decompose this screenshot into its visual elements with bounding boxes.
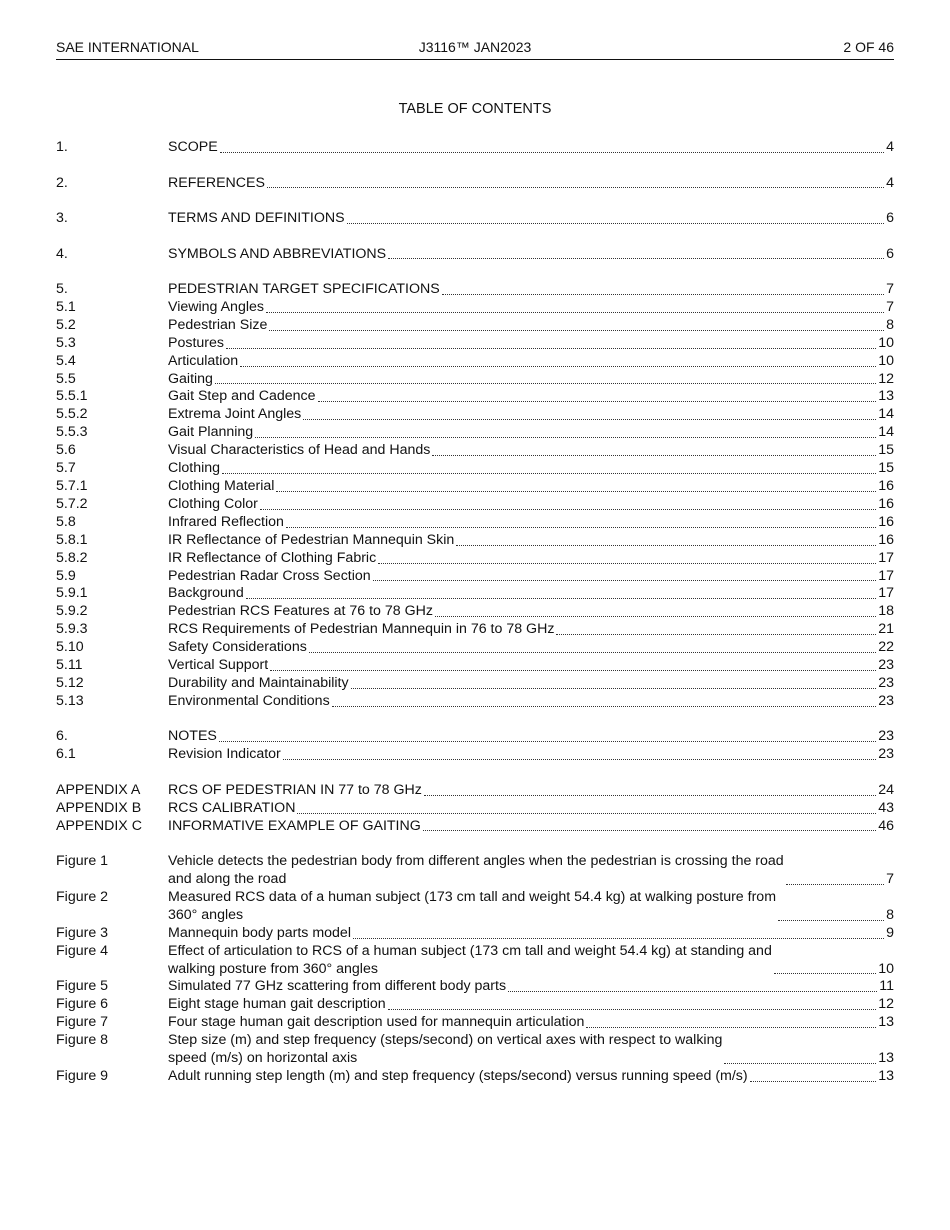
toc-entry-title: SCOPE xyxy=(168,139,218,155)
toc-entry-body xyxy=(168,1032,894,1068)
toc-entry-body xyxy=(168,496,894,514)
toc-entry-body xyxy=(168,782,894,800)
dot-leader xyxy=(556,633,876,635)
toc-entry-number: Figure 9 xyxy=(56,1067,109,1084)
toc-entry[interactable] xyxy=(56,175,894,193)
toc-entry-title: Postures xyxy=(168,334,224,351)
toc-entry-body xyxy=(168,139,894,157)
toc-entry-number: 5.4 xyxy=(56,352,76,369)
toc-entry-page: 43 xyxy=(878,799,894,816)
toc-entry-number: 5.9.3 xyxy=(56,621,88,638)
toc-entry-title: Background xyxy=(168,585,244,602)
dot-leader xyxy=(246,597,877,599)
toc-entry[interactable] xyxy=(56,675,894,693)
toc-entry-page: 13 xyxy=(878,1067,894,1084)
toc-entry-number: 5.2 xyxy=(56,316,76,333)
toc-entry[interactable] xyxy=(56,1068,894,1086)
toc-entry[interactable] xyxy=(56,388,894,406)
toc-entry-number: 5.8 xyxy=(56,513,76,530)
toc-entry-page: 10 xyxy=(878,334,894,351)
toc-entry-title-line2: and along the road xyxy=(168,870,287,887)
toc-entry-title: Four stage human gait description used for mannequin articulation xyxy=(168,1014,585,1031)
toc-entry[interactable] xyxy=(56,460,894,478)
toc-entry-title: Clothing Color xyxy=(168,495,258,512)
toc-entry-title: Adult running step length (m) and step frequency (steps/second) versus running speed (m/s) xyxy=(168,1067,748,1084)
toc-entry[interactable] xyxy=(56,514,894,532)
toc-entry-title: Mannequin body parts model xyxy=(168,924,351,941)
dot-leader xyxy=(255,436,876,438)
toc-entry[interactable] xyxy=(56,406,894,424)
header-organization: SAE INTERNATIONAL xyxy=(56,39,199,55)
toc-entry-title: Articulation xyxy=(168,352,239,369)
toc-entry-number: 5.3 xyxy=(56,334,76,351)
toc-entry-body xyxy=(168,388,894,406)
dot-leader xyxy=(260,508,876,510)
toc-entry-number: 3. xyxy=(56,210,68,226)
toc-entry[interactable] xyxy=(56,603,894,621)
toc-entry-body xyxy=(168,800,894,818)
toc-entry-title: Extrema Joint Angles xyxy=(168,406,302,423)
toc-entry-page: 17 xyxy=(878,567,894,584)
toc-entry[interactable] xyxy=(56,424,894,442)
toc-entry[interactable] xyxy=(56,746,894,764)
dot-leader xyxy=(283,758,876,760)
toc-entry-title: IR Reflectance of Pedestrian Mannequin Skin xyxy=(168,531,455,548)
dot-leader xyxy=(442,293,884,295)
toc-entry-body xyxy=(168,568,894,586)
toc-entry-number: Figure 7 xyxy=(56,1014,109,1031)
toc-entry-body xyxy=(168,728,894,746)
toc-entry[interactable] xyxy=(56,371,894,389)
dot-leader xyxy=(508,990,877,992)
toc-entry-page: 24 xyxy=(878,781,894,798)
toc-entry-title: Gaiting xyxy=(168,370,213,387)
toc-entry-title: RCS CALIBRATION xyxy=(168,799,296,816)
toc-entry-number: Figure 1 xyxy=(56,853,109,870)
toc-entry-title: SYMBOLS AND ABBREVIATIONS xyxy=(168,245,387,262)
dot-leader xyxy=(388,1008,877,1010)
toc-entry-number: 5.6 xyxy=(56,442,76,459)
toc-entry[interactable] xyxy=(56,943,894,979)
toc-entry[interactable] xyxy=(56,621,894,639)
toc-entry-title-line2: speed (m/s) on horizontal axis xyxy=(168,1050,358,1067)
toc-entry-page: 22 xyxy=(878,639,894,656)
toc-entry-page: 21 xyxy=(878,621,894,638)
toc-entry-body xyxy=(168,442,894,460)
dot-leader xyxy=(286,526,876,528)
toc-entry-page: 18 xyxy=(878,603,894,620)
toc-entry-title: REFERENCES xyxy=(168,174,265,191)
toc-entry-number: 5.7.1 xyxy=(56,477,88,494)
toc-entry[interactable] xyxy=(56,210,894,228)
toc-entry-body xyxy=(168,299,894,317)
dot-leader xyxy=(750,1080,877,1082)
toc-entry[interactable] xyxy=(56,550,894,568)
toc-entry-body xyxy=(168,585,894,603)
toc-entry-page: 17 xyxy=(878,549,894,566)
toc-entry-page: 15 xyxy=(878,442,894,459)
toc-entry-body xyxy=(168,550,894,568)
toc-entry[interactable] xyxy=(56,496,894,514)
toc-entry[interactable] xyxy=(56,639,894,657)
toc-entry[interactable] xyxy=(56,335,894,353)
toc-entry[interactable] xyxy=(56,978,894,996)
toc-entry-body xyxy=(168,1068,894,1086)
toc-entry-title: Gait Planning xyxy=(168,424,254,441)
dot-leader xyxy=(266,311,884,313)
toc-entry[interactable] xyxy=(56,800,894,818)
toc-entry-title: Clothing xyxy=(168,460,221,477)
toc-entry[interactable] xyxy=(56,281,894,299)
header-page-number: 2 OF 46 xyxy=(843,39,894,55)
dot-leader xyxy=(222,472,876,474)
toc-entry-number: 5.9.1 xyxy=(56,585,88,602)
toc-entry-number: 4. xyxy=(56,245,68,262)
toc-entry-number: 5.12 xyxy=(56,674,84,691)
dot-leader xyxy=(351,687,877,689)
toc-entry-title-line2: walking posture from 360° angles xyxy=(168,960,378,977)
dot-leader xyxy=(220,151,884,153)
toc-entry-title: Pedestrian Radar Cross Section xyxy=(168,567,371,584)
toc-entry-page: 23 xyxy=(878,746,894,763)
toc-entry-title: NOTES xyxy=(168,728,217,745)
toc-entry-title xyxy=(168,1032,722,1068)
toc-entry-page: 13 xyxy=(878,1050,894,1067)
dot-leader xyxy=(432,454,876,456)
toc-entry-page: 16 xyxy=(878,477,894,494)
toc-entry-body xyxy=(168,406,894,424)
toc-entry-title: Eight stage human gait description xyxy=(168,996,386,1013)
dot-leader xyxy=(269,329,884,331)
toc-entry-body xyxy=(168,996,894,1014)
toc-entry[interactable] xyxy=(56,478,894,496)
toc-entry[interactable] xyxy=(56,693,894,711)
dot-leader xyxy=(378,562,876,564)
toc-entry-page: 23 xyxy=(878,692,894,709)
toc-entry-number: APPENDIX A xyxy=(56,781,141,798)
toc-entry-number: 5.13 xyxy=(56,692,84,709)
toc-entry-title: IR Reflectance of Clothing Fabric xyxy=(168,549,377,566)
toc-entry-page: 4 xyxy=(886,174,894,191)
dot-leader xyxy=(267,186,884,188)
toc-entry-body xyxy=(168,853,894,889)
toc-entry[interactable] xyxy=(56,1014,894,1032)
toc-entry-title-line1: Vehicle detects the pedestrian body from different angles when the pedestrian is crossing the road xyxy=(168,853,784,870)
toc-entry-number: 5.7.2 xyxy=(56,495,88,512)
toc-entry-page: 8 xyxy=(886,316,894,333)
toc-entry-number: Figure 3 xyxy=(56,924,109,941)
toc-entry-number: 2. xyxy=(56,174,68,191)
toc-entry-number: 5. xyxy=(56,281,68,297)
dot-leader xyxy=(353,937,884,939)
toc-entry-title: Simulated 77 GHz scattering from different body parts xyxy=(168,978,507,995)
toc-entry-title: Revision Indicator xyxy=(168,746,281,763)
dot-leader xyxy=(270,669,876,671)
toc-entry[interactable] xyxy=(56,889,894,925)
toc-entry-page: 7 xyxy=(886,281,894,297)
toc-entry-body xyxy=(168,317,894,335)
toc-entry-number: 5.8.2 xyxy=(56,549,88,566)
dot-leader xyxy=(240,365,876,367)
toc-entry-body xyxy=(168,675,894,693)
toc-entry-body xyxy=(168,978,894,996)
toc-entry[interactable] xyxy=(56,299,894,317)
toc-entry-page: 6 xyxy=(886,245,894,262)
toc-entry-number: 5.9 xyxy=(56,567,76,584)
dot-leader xyxy=(778,919,884,921)
toc-entry-body xyxy=(168,335,894,353)
toc-entry-page: 16 xyxy=(878,495,894,512)
toc-entry-page: 14 xyxy=(878,424,894,441)
toc-entry-body xyxy=(168,746,894,764)
toc-entry-number: 5.8.1 xyxy=(56,531,88,548)
toc-entry-number: 5.10 xyxy=(56,639,84,656)
toc-entry-body xyxy=(168,371,894,389)
toc-entry-body xyxy=(168,925,894,943)
toc-entry-title-line2: 360° angles xyxy=(168,906,244,923)
toc-entry-body xyxy=(168,693,894,711)
toc-entry-number: 1. xyxy=(56,139,68,155)
toc-entry-body xyxy=(168,478,894,496)
toc-entry-page: 16 xyxy=(878,531,894,548)
toc-entry-number: Figure 4 xyxy=(56,942,109,959)
toc-entry-page: 23 xyxy=(878,657,894,674)
toc-entry-page: 15 xyxy=(878,460,894,477)
dot-leader xyxy=(435,615,876,617)
toc-entry-title-line1: Measured RCS data of a human subject (173 cm tall and weight 54.4 kg) at walking posture from xyxy=(168,888,777,905)
toc-entry-title: PEDESTRIAN TARGET SPECIFICATIONS xyxy=(168,281,440,297)
toc-entry-title: Viewing Angles xyxy=(168,298,264,315)
toc-entry-page: 11 xyxy=(879,978,894,995)
toc-entry-number: 5.7 xyxy=(56,460,76,477)
toc-entry-title: Vertical Support xyxy=(168,657,269,674)
dot-leader xyxy=(373,579,877,581)
toc-entry-title: Gait Step and Cadence xyxy=(168,388,316,405)
toc-entry-title: Infrared Reflection xyxy=(168,513,284,530)
toc-title: TABLE OF CONTENTS xyxy=(398,101,552,117)
dot-leader xyxy=(456,544,876,546)
toc-entry-page: 6 xyxy=(886,210,894,226)
dot-leader xyxy=(423,829,876,831)
dot-leader xyxy=(297,812,876,814)
dot-leader xyxy=(724,1062,876,1064)
toc-entry-body xyxy=(168,943,894,979)
dot-leader xyxy=(276,490,876,492)
toc-entry-body xyxy=(168,889,894,925)
toc-entry-body xyxy=(168,175,894,193)
toc-entry[interactable] xyxy=(56,442,894,460)
toc-entry-body xyxy=(168,514,894,532)
toc-entry-title: Pedestrian RCS Features at 76 to 78 GHz xyxy=(168,603,433,620)
toc-entry-title xyxy=(168,853,784,889)
header-document-id: J3116™ JAN2023 xyxy=(418,39,532,55)
toc-entry-title: RCS Requirements of Pedestrian Mannequin in 76 to 78 GHz xyxy=(168,621,555,638)
toc-entry-page: 8 xyxy=(886,906,894,923)
toc-entry[interactable] xyxy=(56,317,894,335)
toc-entry-title: Clothing Material xyxy=(168,477,275,494)
page-header xyxy=(56,38,894,60)
toc-entry-page: 16 xyxy=(878,513,894,530)
toc-entry-page: 10 xyxy=(878,960,894,977)
toc-entry-body xyxy=(168,657,894,675)
toc-entry-number: 5.9.2 xyxy=(56,603,88,620)
dot-leader xyxy=(774,972,876,974)
toc-entry-body xyxy=(168,353,894,371)
toc-entry-number: 5.1 xyxy=(56,298,76,315)
toc-entry[interactable] xyxy=(56,585,894,603)
dot-leader xyxy=(388,257,884,259)
dot-leader xyxy=(424,794,876,796)
toc-entry-page: 10 xyxy=(878,352,894,369)
dot-leader xyxy=(786,883,884,885)
toc-entry-page: 23 xyxy=(878,728,894,745)
dot-leader xyxy=(215,382,876,384)
toc-entry-body xyxy=(168,210,894,228)
toc-entry-number: 5.5.2 xyxy=(56,406,88,423)
toc-entry-number: Figure 2 xyxy=(56,888,109,905)
toc-entry-body xyxy=(168,460,894,478)
toc-entry-number: Figure 6 xyxy=(56,996,109,1013)
toc-entry-title: Durability and Maintainability xyxy=(168,674,349,691)
toc-entry[interactable] xyxy=(56,246,894,264)
toc-entry-page: 12 xyxy=(878,996,894,1013)
toc-entry-body xyxy=(168,1014,894,1032)
toc-entry-title-line1: Effect of articulation to RCS of a human subject (173 cm tall and weight 54.4 kg) at standing and xyxy=(168,942,772,959)
toc-entry-body xyxy=(168,532,894,550)
toc-entry-number: 5.5.3 xyxy=(56,424,88,441)
toc-entry[interactable] xyxy=(56,996,894,1014)
toc-entry[interactable] xyxy=(56,925,894,943)
dot-leader xyxy=(318,400,877,402)
toc-entry-number: 6.1 xyxy=(56,746,76,763)
toc-entry-page: 13 xyxy=(878,388,894,405)
toc-entry-number: Figure 5 xyxy=(56,978,109,995)
toc-entry-title: TERMS AND DEFINITIONS xyxy=(168,210,345,226)
toc-entry-body xyxy=(168,639,894,657)
dot-leader xyxy=(309,651,876,653)
toc-entry-body xyxy=(168,818,894,836)
toc-entry-body xyxy=(168,603,894,621)
toc-entry-body xyxy=(168,246,894,264)
toc-entry-body xyxy=(168,621,894,639)
toc-entry-title: Environmental Conditions xyxy=(168,692,330,709)
toc-entry-title-line1: Step size (m) and step frequency (steps/second) on vertical axes with respect to walking xyxy=(168,1032,723,1049)
toc-entry-page: 14 xyxy=(878,406,894,423)
toc-entry-number: 6. xyxy=(56,728,68,745)
toc-entry-number: APPENDIX B xyxy=(56,799,142,816)
toc-entry-title: RCS OF PEDESTRIAN IN 77 to 78 GHz xyxy=(168,781,422,798)
table-of-contents xyxy=(56,139,894,1086)
toc-entry-title: Safety Considerations xyxy=(168,639,307,656)
toc-entry-page: 13 xyxy=(878,1014,894,1031)
toc-entry[interactable] xyxy=(56,853,894,889)
dot-leader xyxy=(303,418,876,420)
toc-entry-number: 5.11 xyxy=(56,657,83,674)
dot-leader xyxy=(219,740,876,742)
toc-entry[interactable] xyxy=(56,657,894,675)
toc-entry[interactable] xyxy=(56,1032,894,1068)
toc-entry-title xyxy=(168,889,776,925)
toc-entry[interactable] xyxy=(56,728,894,746)
toc-entry[interactable] xyxy=(56,139,894,157)
toc-entry[interactable] xyxy=(56,782,894,800)
toc-entry-number: 5.5 xyxy=(56,370,76,387)
toc-entry-number: APPENDIX C xyxy=(56,817,142,834)
toc-entry[interactable] xyxy=(56,353,894,371)
toc-entry-number: 5.5.1 xyxy=(56,388,88,405)
dot-leader xyxy=(586,1026,876,1028)
toc-entry[interactable] xyxy=(56,568,894,586)
toc-entry-page: 46 xyxy=(878,817,894,834)
toc-entry[interactable] xyxy=(56,818,894,836)
dot-leader xyxy=(226,347,876,349)
toc-entry-page: 4 xyxy=(886,139,894,155)
toc-entry-title: INFORMATIVE EXAMPLE OF GAITING xyxy=(168,817,421,834)
toc-entry[interactable] xyxy=(56,532,894,550)
toc-entry-number: Figure 8 xyxy=(56,1032,109,1049)
toc-entry-title: Visual Characteristics of Head and Hands xyxy=(168,442,431,459)
toc-entry-page: 12 xyxy=(878,370,894,387)
dot-leader xyxy=(332,705,877,707)
toc-entry-page: 7 xyxy=(886,298,894,315)
toc-entry-page: 17 xyxy=(878,585,894,602)
toc-entry-page: 9 xyxy=(886,924,894,941)
toc-entry-title xyxy=(168,943,772,979)
toc-entry-body xyxy=(168,424,894,442)
toc-entry-body xyxy=(168,281,894,299)
toc-entry-title: Pedestrian Size xyxy=(168,316,268,333)
dot-leader xyxy=(347,222,884,224)
toc-entry-page: 23 xyxy=(878,674,894,691)
toc-entry-page: 7 xyxy=(886,870,894,887)
